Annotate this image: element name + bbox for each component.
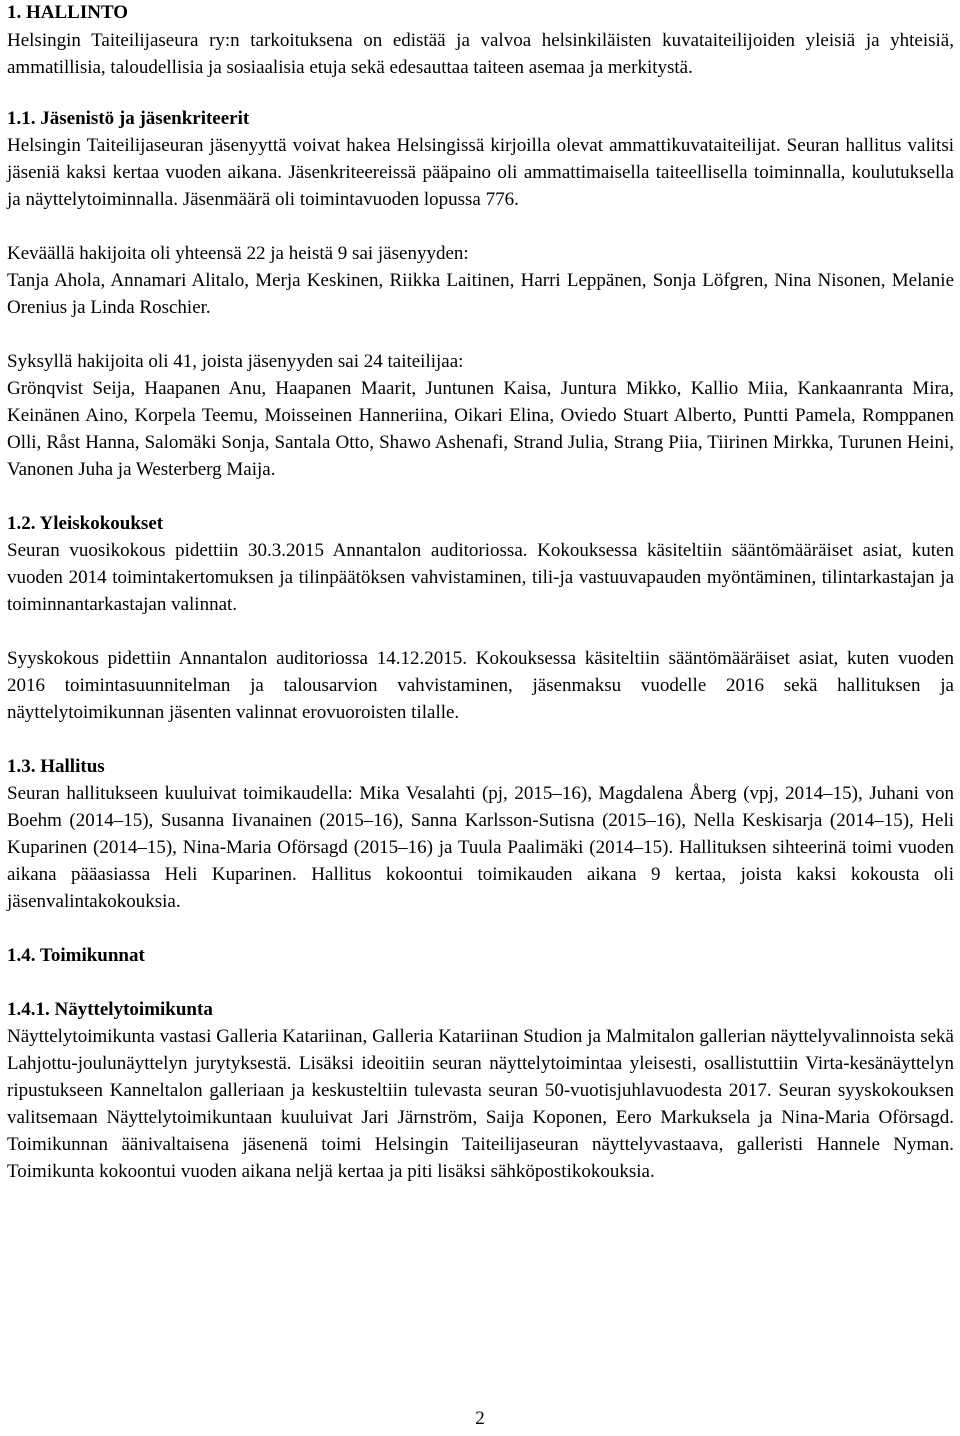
page-number: 2	[475, 1408, 485, 1429]
heading-toimikunnat: 1.4. Toimikunnat	[7, 945, 145, 966]
paragraph-kevat-names: Tanja Ahola, Annamari Alitalo, Merja Keskinen, Riikka Laitinen, Harri Leppänen, Sonja Löfgren, Nina Nisonen, Melanie Orenius ja Linda Roschier.	[7, 270, 954, 318]
paragraph-syksy-intro: Syksyllä hakijoita oli 41, joista jäsenyyden sai 24 taiteilijaa:	[7, 351, 464, 372]
paragraph-vuosikokous: Seuran vuosikokous pidettiin 30.3.2015 Annantalon auditoriossa. Kokouksessa käsiteltiin sääntömääräiset asiat, kuten vuoden 2014 toimintakertomuksen ja tilinpäätöksen vahvistaminen, tili-ja vastuuvapauden myöntäminen, tilintarkastajan ja toiminnantarkastajan valinnat.	[7, 540, 954, 615]
heading-jasenisto: 1.1. Jäsenistö ja jäsenkriteerit	[7, 108, 250, 129]
paragraph-hallitus: Seuran hallitukseen kuuluivat toimikaudella: Mika Vesalahti (pj, 2015–16), Magdalena Åberg (vpj, 2014–15), Juhani von Boehm (2014–15), Susanna Iivanainen (2015–16), Sanna Karlsson-Sutisna (2015–16), Nella Keskisarja (2014–15), Heli Kuparinen (2014–15), Nina-Maria Oförsagd (2015–16) ja Tuula Paalimäki (2014–15). Hallituksen sihteerinä toimi vuoden aikana pääasiassa Heli Kuparinen. Hallitus kokoontui toimikauden aikana 9 kertaa, joista kaksi kokousta oli jäsenvalintakokouksia.	[7, 783, 954, 912]
intro-paragraph: Helsingin Taiteilijaseura ry:n tarkoituksena on edistää ja valvoa helsinkiläisten kuvataiteilijoiden yleisiä ja yhteisiä, ammatillisia, taloudellisia ja sosiaalisia etuja sekä edesauttaa taiteen asemaa ja merkitystä.	[7, 30, 954, 78]
paragraph-nayttelytoimikunta: Näyttelytoimikunta vastasi Galleria Katariinan, Galleria Katariinan Studion ja Malmitalon gallerian näyttelyvalinnoista sekä Lahjottu-joulunäyttelyn jurytyksestä. Lisäksi ideoitiin seuran näyttelytoimintaa yleisesti, osallistuttiin Virta-kesänäyttelyn ripustukseen Kanneltalon galleriaan ja keskusteltiin tulevasta seuran 50-vuotisjuhlavuodesta 2017. Seuran syyskokouksen valitsemaan Näyttelytoimikuntaan kuuluivat Jari Järnström, Saija Koponen, Eero Markuksela ja Nina-Maria Oförsagd. Toimikunnan äänivaltaisena jäsenenä toimi Helsingin Taiteilijaseuran näyttelyvastaava, galleristi Hannele Nyman. Toimikunta kokoontui vuoden aikana neljä kertaa ja piti lisäksi sähköpostikokouksia.	[7, 1026, 954, 1182]
paragraph-kevat-intro: Keväällä hakijoita oli yhteensä 22 ja heistä 9 sai jäsenyyden:	[7, 243, 469, 264]
heading-yleiskokoukset: 1.2. Yleiskokoukset	[7, 513, 164, 534]
heading-hallitus: 1.3. Hallitus	[7, 756, 105, 777]
document-page	[7, 0, 954, 1185]
section-heading-hallinto: 1. HALLINTO	[7, 2, 129, 23]
heading-nayttelytoimikunta: 1.4.1. Näyttelytoimikunta	[7, 999, 213, 1020]
paragraph-syyskokous: Syyskokous pidettiin Annantalon auditoriossa 14.12.2015. Kokouksessa käsiteltiin sääntömääräiset asiat, kuten vuoden 2016 toimintasuunnitelman ja talousarvion vahvistaminen, jäsenmaksu vuodelle 2016 sekä hallituksen ja näyttelytoimikunnan jäsenten valinnat erovuoroisten tilalle.	[7, 648, 954, 723]
paragraph-jasenisto: Helsingin Taiteilijaseuran jäsenyyttä voivat hakea Helsingissä kirjoilla olevat ammattikuvataiteilijat. Seuran hallitus valitsi jäseniä kaksi kertaa vuoden aikana. Jäsenkriteereissä pääpaino oli ammattimaisella taiteellisella toiminnalla, koulutuksella ja näyttelytoiminnalla. Jäsenmäärä oli toimintavuoden lopussa 776.	[7, 135, 954, 210]
paragraph-syksy-names: Grönqvist Seija, Haapanen Anu, Haapanen Maarit, Juntunen Kaisa, Juntura Mikko, Kallio Miia, Kankaanranta Mira, Keinänen Aino, Korpela Teemu, Moisseinen Hanneriina, Oikari Elina, Oviedo Stuart Alberto, Puntti Pamela, Romppanen Olli, Råst Hanna, Salomäki Sonja, Santala Otto, Shawo Ashenafi, Strand Julia, Strang Piia, Tiirinen Mirkka, Turunen Heini, Vanonen Juha ja Westerberg Maija.	[7, 378, 954, 480]
